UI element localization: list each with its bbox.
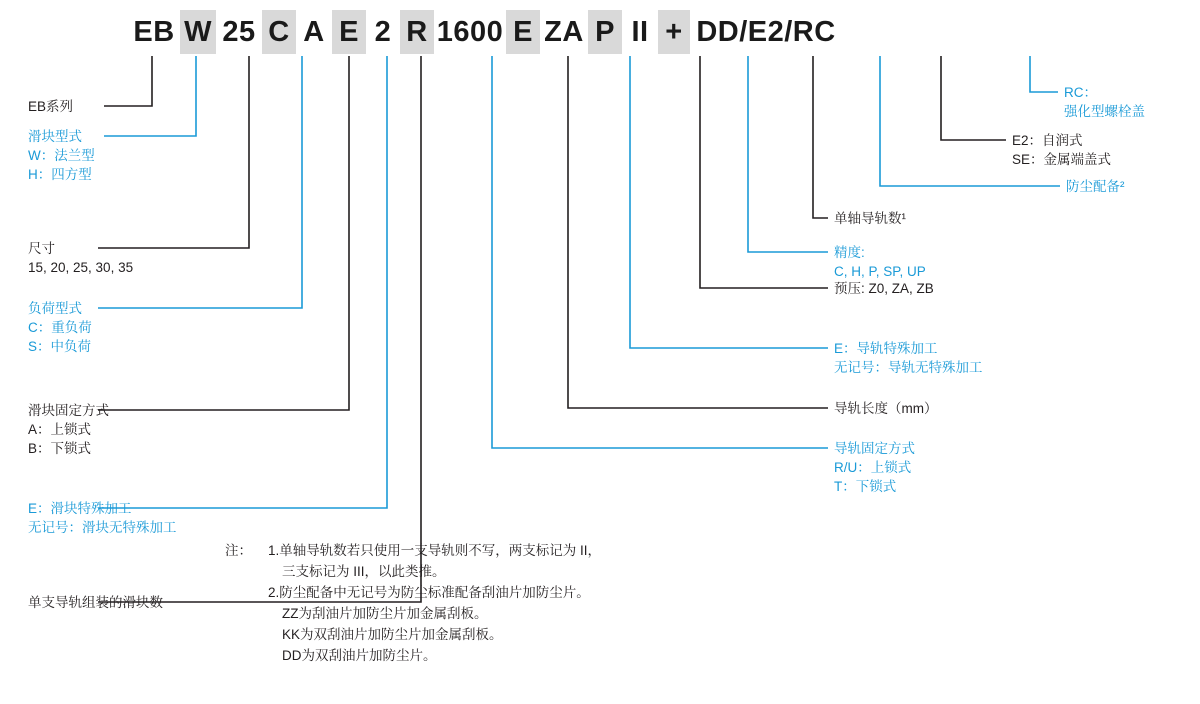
label-lubrication-type <box>1012 131 1111 169</box>
code-cell-7: R <box>400 10 434 54</box>
notes-block <box>268 540 601 666</box>
model-code-row <box>128 10 842 54</box>
label-rail-mounting-line-2: T：下锁式 <box>834 479 897 494</box>
note-line-4: KK为双刮油片加防尘片加金属刮板。 <box>282 627 503 642</box>
code-cell-14: DD/E2/RC <box>690 10 842 54</box>
note-line-5: DD为双刮油片加防尘片。 <box>282 648 437 663</box>
code-cell-9: E <box>506 10 540 54</box>
label-block-mounting-line-0: 滑块固定方式 <box>28 403 109 418</box>
code-cell-4: A <box>296 10 332 54</box>
label-dust-proof-line-0: 防尘配备² <box>1066 179 1125 194</box>
label-bolt-cover-line-1: 强化型螺栓盖 <box>1064 104 1145 119</box>
label-rail-mounting <box>834 439 915 496</box>
code-cell-8: 1600 <box>434 10 506 54</box>
label-series <box>28 97 73 116</box>
label-load-type-line-0: 负荷型式 <box>28 301 82 316</box>
note-line-2: 2.防尘配备中无记号为防尘标准配备刮油片加防尘片。 <box>268 585 590 600</box>
label-block-special-machining-line-1: 无记号：滑块无特殊加工 <box>28 520 177 535</box>
label-rail-length <box>834 399 938 418</box>
label-block-special-machining-line-0: E：滑块特殊加工 <box>28 501 132 516</box>
label-block-mounting-line-1: A：上锁式 <box>28 422 92 437</box>
notes-label: 注： <box>225 543 252 558</box>
label-lubrication-type-line-0: E2：自润式 <box>1012 133 1083 148</box>
label-block-type-line-2: H：四方型 <box>28 167 92 182</box>
label-preload-line-0: 预压: Z0, ZA, ZB <box>834 281 934 296</box>
code-cell-5: E <box>332 10 366 54</box>
label-block-mounting <box>28 401 109 458</box>
label-bolt-cover <box>1064 83 1145 121</box>
label-blocks-per-rail <box>28 593 163 612</box>
label-rail-special-machining-line-0: E：导轨特殊加工 <box>834 341 938 356</box>
label-rails-per-axis-line-0: 单轴导轨数¹ <box>834 211 906 226</box>
label-series-line-0: EB系列 <box>28 99 74 114</box>
label-bolt-cover-line-0: RC： <box>1064 85 1097 100</box>
code-cell-12: II <box>622 10 658 54</box>
code-cell-6: 2 <box>366 10 400 54</box>
label-blocks-per-rail-line-0: 单支导轨组装的滑块数 <box>28 595 163 610</box>
code-cell-3: C <box>262 10 296 54</box>
label-load-type-line-1: C：重负荷 <box>28 320 92 335</box>
label-rail-mounting-line-1: R/U：上锁式 <box>834 460 912 475</box>
label-rail-mounting-line-0: 导轨固定方式 <box>834 441 915 456</box>
label-size <box>28 239 133 277</box>
code-cell-2: 25 <box>216 10 262 54</box>
label-block-type <box>28 127 95 184</box>
label-accuracy-line-1: C, H, P, SP, UP <box>834 264 926 279</box>
code-cell-10: ZA <box>540 10 588 54</box>
label-rail-special-machining-line-1: 无记号：导轨无特殊加工 <box>834 360 983 375</box>
code-cell-13: + <box>658 10 690 54</box>
label-block-special-machining <box>28 499 177 537</box>
code-cell-11: P <box>588 10 622 54</box>
label-load-type <box>28 299 92 356</box>
label-dust-proof <box>1066 177 1125 196</box>
label-block-type-line-0: 滑块型式 <box>28 129 82 144</box>
label-rail-length-line-0: 导轨长度（mm） <box>834 401 938 416</box>
label-rails-per-axis <box>834 209 906 228</box>
label-block-type-line-1: W：法兰型 <box>28 148 95 163</box>
code-cell-1: W <box>180 10 216 54</box>
label-size-line-0: 尺寸 <box>28 241 55 256</box>
label-block-mounting-line-2: B：下锁式 <box>28 441 92 456</box>
note-line-0: 1.单轴导轨数若只使用一支导轨则不写，两支标记为 II， <box>268 543 602 558</box>
label-accuracy <box>834 243 926 281</box>
note-line-3: ZZ为刮油片加防尘片加金属刮板。 <box>282 606 488 621</box>
note-line-1: 三支标记为 III，以此类推。 <box>282 564 446 579</box>
label-rail-special-machining <box>834 339 983 377</box>
label-size-line-1: 15, 20, 25, 30, 35 <box>28 260 134 275</box>
label-preload <box>834 279 934 298</box>
code-cell-0: EB <box>128 10 180 54</box>
label-accuracy-line-0: 精度: <box>834 245 865 260</box>
label-lubrication-type-line-1: SE：金属端盖式 <box>1012 152 1112 167</box>
label-load-type-line-2: S：中负荷 <box>28 339 92 354</box>
